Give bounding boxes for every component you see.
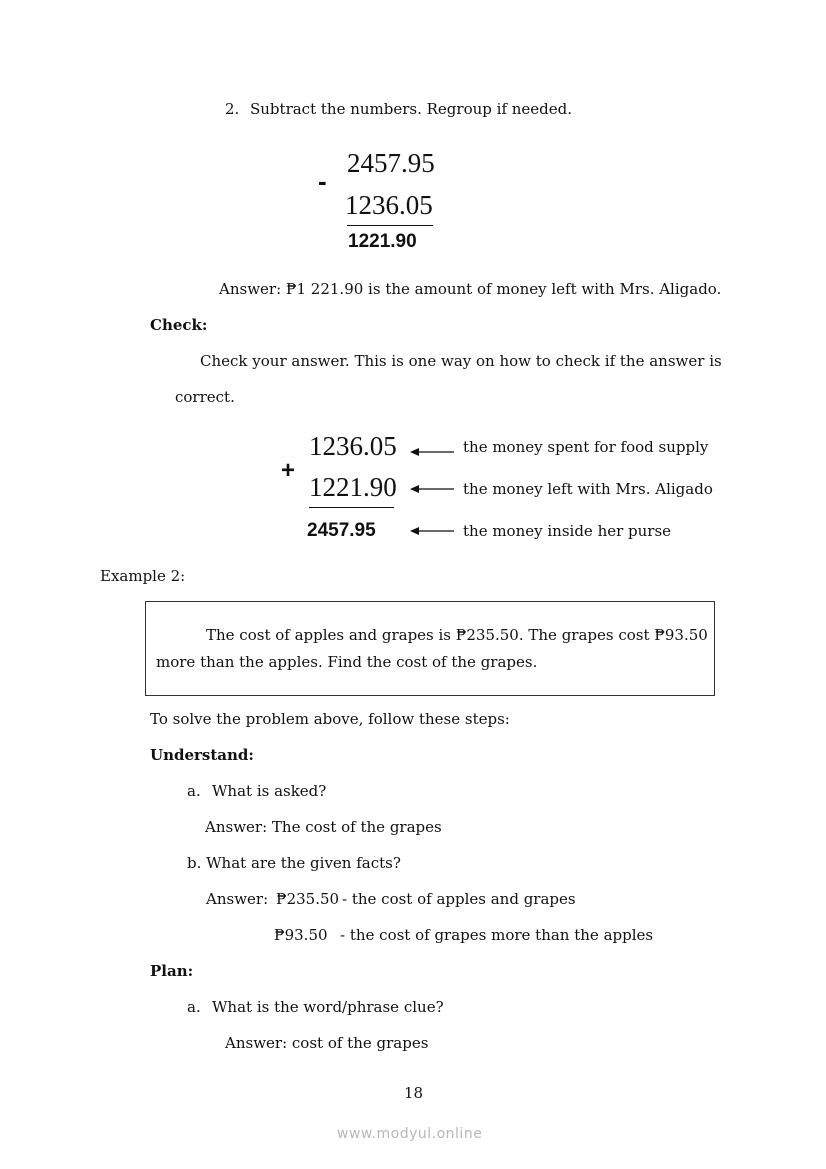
understand-q-a: What is asked? <box>212 782 327 800</box>
plan-q-a: What is the word/phrase clue? <box>212 998 444 1016</box>
subtraction-difference: 1221.90 <box>348 231 417 252</box>
subtraction-subtrahend: 1236.05 <box>345 190 433 220</box>
arrow-left-icon <box>410 447 454 457</box>
step2-number: 2. <box>225 100 240 118</box>
addition-sum: 2457.95 <box>307 520 376 541</box>
addition-rule <box>309 507 394 508</box>
label-food-supply: the money spent for food supply <box>463 438 709 456</box>
arrow-left-icon <box>410 484 454 494</box>
steps-intro: To solve the problem above, follow these steps: <box>150 710 510 728</box>
fact2-text: - the cost of grapes more than the apples <box>340 926 654 944</box>
problem-line1: The cost of apples and grapes is ₱235.50. The grapes cost ₱93.50 <box>206 626 708 644</box>
addend-1: 1236.05 <box>309 431 397 461</box>
problem-line2: more than the apples. Find the cost of the grapes. <box>156 653 538 671</box>
plan-heading: Plan: <box>150 962 194 980</box>
fact1-text: - the cost of apples and grapes <box>342 890 576 908</box>
understand-q-a-letter: a. <box>187 782 201 800</box>
plan-q-a-letter: a. <box>187 998 201 1016</box>
step2-instruction: Subtract the numbers. Regroup if needed. <box>250 100 573 118</box>
understand-heading: Understand: <box>150 746 254 764</box>
fact1-amount: ₱235.50 <box>276 890 340 908</box>
subtraction-rule <box>347 225 433 226</box>
check-intro-line2: correct. <box>175 388 235 406</box>
page-number: 18 <box>404 1084 424 1102</box>
plan-ans-a: Answer: cost of the grapes <box>225 1034 429 1052</box>
understand-ans-b-label: Answer: <box>206 890 269 908</box>
example2-heading: Example 2: <box>100 567 186 585</box>
minus-sign: - <box>318 166 327 196</box>
plus-sign: + <box>281 457 296 484</box>
addend-2: 1221.90 <box>309 472 397 502</box>
fact2-amount: ₱93.50 <box>274 926 328 944</box>
check-heading: Check: <box>150 316 208 334</box>
arrow-left-icon <box>410 526 454 536</box>
label-money-purse: the money inside her purse <box>463 522 672 540</box>
watermark-text: www.modyul.online <box>337 1126 483 1142</box>
label-money-left: the money left with Mrs. Aligado <box>463 480 713 498</box>
understand-q-b: b. What are the given facts? <box>187 854 401 872</box>
understand-ans-a: Answer: The cost of the grapes <box>205 818 442 836</box>
answer-sentence: Answer: ₱1 221.90 is the amount of money left with Mrs. Aligado. <box>219 280 722 298</box>
subtraction-minuend: 2457.95 <box>347 148 435 178</box>
check-intro-line1: Check your answer. This is one way on how to check if the answer is <box>200 352 722 370</box>
problem-box <box>145 601 715 696</box>
